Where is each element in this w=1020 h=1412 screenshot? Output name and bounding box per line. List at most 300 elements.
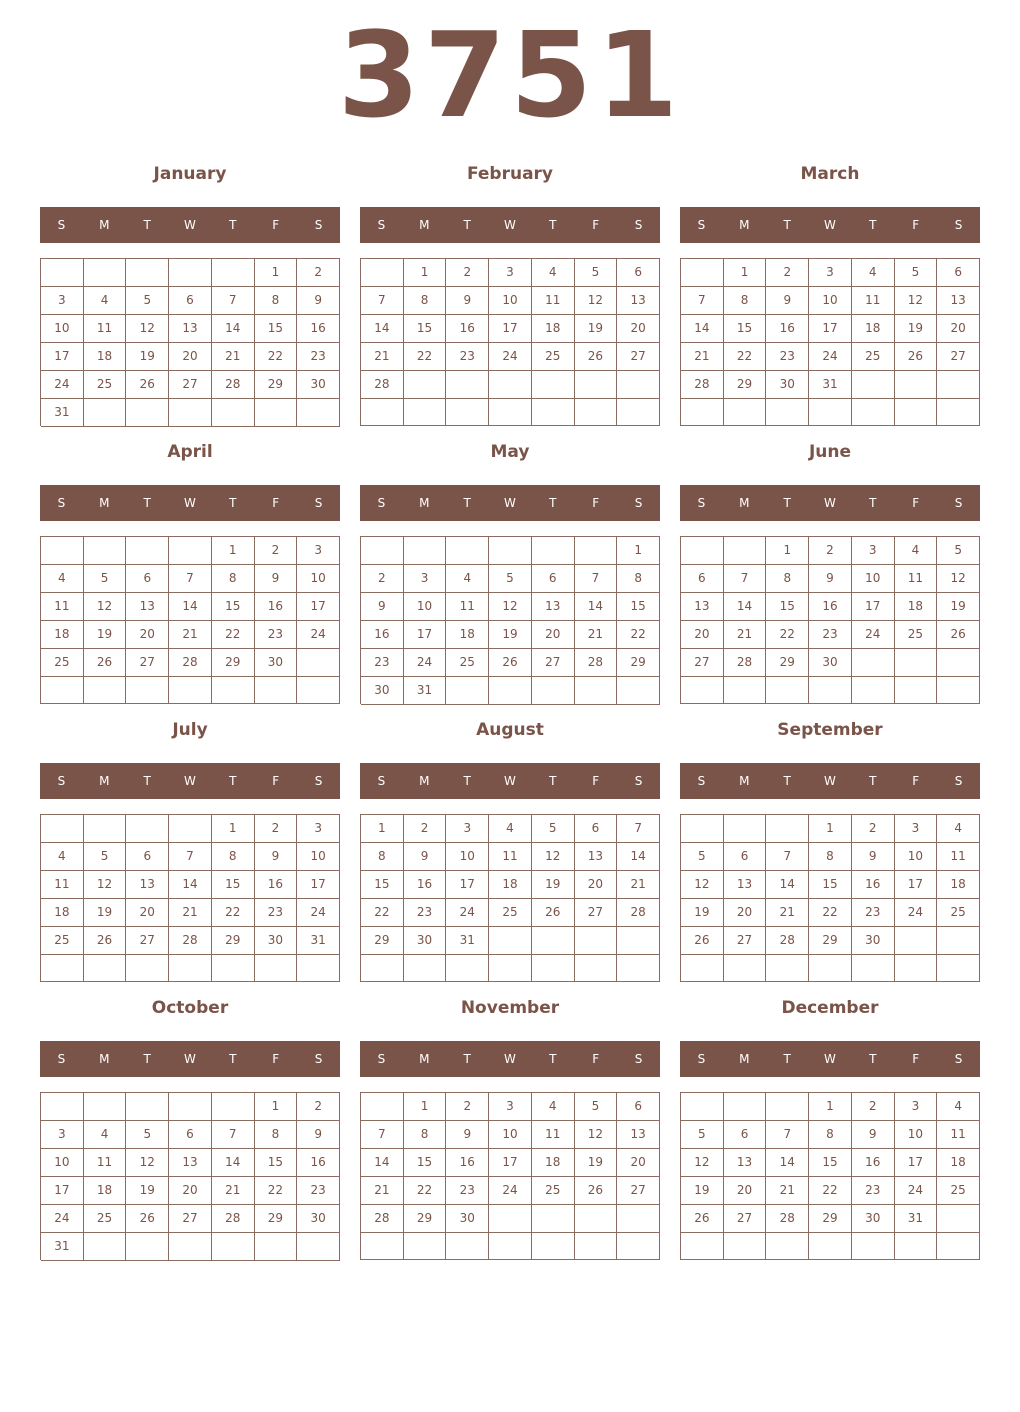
day-cell: 5 (681, 843, 724, 871)
day-cell: 20 (126, 899, 169, 927)
day-cell: 6 (724, 843, 767, 871)
day-grid (360, 536, 660, 704)
empty-day-cell (126, 677, 169, 704)
day-cell: 3 (297, 815, 340, 843)
day-cell: 23 (255, 899, 298, 927)
weekday-label: S (57, 496, 66, 510)
day-cell: 4 (852, 259, 895, 287)
weekday-label: S (697, 496, 706, 510)
day-cell: 8 (255, 287, 298, 315)
day-cell: 19 (681, 899, 724, 927)
day-cell: 18 (532, 315, 575, 343)
day-cell: 21 (575, 621, 618, 649)
day-cell: 19 (84, 899, 127, 927)
empty-day-cell (532, 399, 575, 426)
day-cell: 18 (446, 621, 489, 649)
empty-day-cell (126, 399, 169, 427)
day-cell: 10 (297, 565, 340, 593)
weekday-label: M (739, 1052, 750, 1066)
day-cell: 27 (169, 1205, 212, 1233)
day-cell: 11 (41, 593, 84, 621)
empty-day-cell (489, 677, 532, 705)
empty-day-cell (126, 1233, 169, 1261)
day-cell: 7 (575, 565, 618, 593)
day-cell: 4 (532, 259, 575, 287)
day-cell: 10 (446, 843, 489, 871)
day-cell: 4 (84, 287, 127, 315)
day-cell: 15 (404, 315, 447, 343)
day-cell: 25 (532, 1177, 575, 1205)
day-cell: 5 (126, 287, 169, 315)
day-cell: 16 (809, 593, 852, 621)
day-cell: 8 (404, 1121, 447, 1149)
weekday-label: M (739, 496, 750, 510)
empty-day-cell (937, 649, 980, 677)
weekday-header (40, 485, 340, 521)
day-cell: 17 (489, 1149, 532, 1177)
day-cell: 1 (255, 1093, 298, 1121)
day-cell: 5 (575, 1093, 618, 1121)
day-cell: 11 (532, 1121, 575, 1149)
day-cell: 25 (532, 343, 575, 371)
day-cell: 22 (255, 343, 298, 371)
empty-day-cell (126, 259, 169, 287)
day-cell: 8 (724, 287, 767, 315)
day-cell: 27 (681, 649, 724, 677)
weekday-label: M (99, 218, 110, 232)
day-cell: 11 (84, 315, 127, 343)
empty-day-cell (297, 1233, 340, 1261)
empty-day-cell (809, 1233, 852, 1260)
day-cell: 13 (724, 1149, 767, 1177)
day-cell: 5 (895, 259, 938, 287)
day-cell: 14 (169, 593, 212, 621)
day-cell: 28 (617, 899, 660, 927)
day-cell: 18 (895, 593, 938, 621)
month-name: April (167, 442, 213, 462)
empty-day-cell (404, 537, 447, 565)
weekday-label: S (57, 774, 66, 788)
day-cell: 25 (937, 1177, 980, 1205)
day-cell: 2 (766, 259, 809, 287)
weekday-label: W (504, 774, 516, 788)
day-cell: 23 (297, 343, 340, 371)
day-cell: 23 (766, 343, 809, 371)
day-cell: 4 (41, 843, 84, 871)
day-cell: 25 (84, 1205, 127, 1233)
day-cell: 9 (297, 1121, 340, 1149)
day-cell: 10 (895, 843, 938, 871)
weekday-label: T (229, 774, 237, 788)
day-cell: 7 (361, 1121, 404, 1149)
day-cell: 13 (169, 1149, 212, 1177)
day-cell: 17 (852, 593, 895, 621)
day-cell: 1 (766, 537, 809, 565)
empty-day-cell (852, 1233, 895, 1260)
weekday-label: S (697, 218, 706, 232)
day-cell: 9 (446, 287, 489, 315)
day-cell: 4 (937, 1093, 980, 1121)
empty-day-cell (446, 955, 489, 982)
day-cell: 22 (617, 621, 660, 649)
day-cell: 24 (489, 343, 532, 371)
day-cell: 2 (255, 815, 298, 843)
weekday-label: M (99, 496, 110, 510)
day-cell: 14 (766, 1149, 809, 1177)
day-cell: 10 (297, 843, 340, 871)
weekday-label: S (377, 1052, 386, 1066)
day-cell: 27 (724, 927, 767, 955)
day-cell: 6 (169, 287, 212, 315)
empty-day-cell (575, 1233, 618, 1260)
weekday-label: S (314, 1052, 323, 1066)
day-cell: 23 (404, 899, 447, 927)
day-cell: 1 (361, 815, 404, 843)
day-cell: 22 (255, 1177, 298, 1205)
day-cell: 22 (724, 343, 767, 371)
empty-day-cell (852, 677, 895, 704)
day-cell: 26 (575, 1177, 618, 1205)
day-cell: 27 (937, 343, 980, 371)
day-cell: 30 (255, 927, 298, 955)
day-cell: 24 (809, 343, 852, 371)
day-cell: 8 (404, 287, 447, 315)
day-cell: 28 (681, 371, 724, 399)
day-cell: 13 (126, 593, 169, 621)
empty-day-cell (169, 815, 212, 843)
day-cell: 17 (404, 621, 447, 649)
day-cell: 7 (766, 1121, 809, 1149)
day-cell: 3 (446, 815, 489, 843)
empty-day-cell (895, 927, 938, 955)
day-cell: 3 (852, 537, 895, 565)
day-cell: 21 (361, 1177, 404, 1205)
empty-day-cell (404, 955, 447, 982)
day-cell: 24 (297, 621, 340, 649)
day-cell: 29 (617, 649, 660, 677)
day-cell: 12 (895, 287, 938, 315)
day-cell: 10 (404, 593, 447, 621)
day-cell: 28 (575, 649, 618, 677)
day-cell: 27 (126, 649, 169, 677)
day-cell: 8 (255, 1121, 298, 1149)
day-cell: 15 (255, 1149, 298, 1177)
day-cell: 22 (809, 899, 852, 927)
day-cell: 7 (169, 565, 212, 593)
empty-day-cell (84, 815, 127, 843)
empty-day-cell (617, 677, 660, 705)
day-cell: 3 (41, 287, 84, 315)
day-cell: 10 (41, 1149, 84, 1177)
day-cell: 11 (489, 843, 532, 871)
weekday-label: F (912, 496, 920, 510)
empty-day-cell (361, 1093, 404, 1121)
day-cell: 14 (617, 843, 660, 871)
day-cell: 29 (766, 649, 809, 677)
day-cell: 25 (41, 649, 84, 677)
empty-day-cell (297, 677, 340, 704)
empty-day-cell (575, 927, 618, 955)
empty-day-cell (41, 1093, 84, 1121)
day-cell: 16 (852, 871, 895, 899)
day-cell: 1 (809, 1093, 852, 1121)
weekday-header (680, 207, 980, 243)
empty-day-cell (126, 537, 169, 565)
weekday-label: S (697, 774, 706, 788)
day-cell: 28 (361, 371, 404, 399)
empty-day-cell (766, 955, 809, 982)
empty-day-cell (724, 955, 767, 982)
day-cell: 28 (212, 1205, 255, 1233)
day-cell: 11 (937, 1121, 980, 1149)
month-name: August (476, 720, 544, 740)
day-cell: 31 (446, 927, 489, 955)
day-cell: 26 (126, 371, 169, 399)
day-cell: 15 (809, 1149, 852, 1177)
day-cell: 22 (809, 1177, 852, 1205)
day-cell: 28 (766, 927, 809, 955)
day-cell: 6 (126, 843, 169, 871)
day-cell: 19 (489, 621, 532, 649)
day-cell: 8 (617, 565, 660, 593)
weekday-label: S (634, 774, 643, 788)
day-cell: 6 (681, 565, 724, 593)
weekday-label: F (592, 496, 600, 510)
day-cell: 21 (766, 899, 809, 927)
day-cell: 12 (681, 1149, 724, 1177)
empty-day-cell (126, 955, 169, 982)
day-cell: 12 (575, 287, 618, 315)
day-cell: 7 (169, 843, 212, 871)
day-cell: 30 (404, 927, 447, 955)
weekday-label: F (592, 1052, 600, 1066)
day-cell: 14 (169, 871, 212, 899)
day-cell: 19 (575, 315, 618, 343)
empty-day-cell (937, 1233, 980, 1260)
weekday-label: T (783, 774, 791, 788)
day-cell: 9 (446, 1121, 489, 1149)
day-cell: 26 (681, 927, 724, 955)
day-cell: 29 (361, 927, 404, 955)
day-cell: 5 (84, 843, 127, 871)
day-cell: 1 (255, 259, 298, 287)
day-cell: 1 (809, 815, 852, 843)
day-cell: 9 (809, 565, 852, 593)
empty-day-cell (212, 677, 255, 704)
day-cell: 4 (489, 815, 532, 843)
day-cell: 29 (212, 649, 255, 677)
weekday-label: T (783, 496, 791, 510)
empty-day-cell (532, 1205, 575, 1233)
empty-day-cell (617, 371, 660, 399)
day-cell: 18 (41, 899, 84, 927)
day-cell: 13 (724, 871, 767, 899)
day-cell: 31 (41, 399, 84, 427)
day-cell: 20 (937, 315, 980, 343)
day-cell: 6 (575, 815, 618, 843)
empty-day-cell (84, 537, 127, 565)
empty-day-cell (895, 649, 938, 677)
day-cell: 9 (255, 565, 298, 593)
day-cell: 17 (297, 871, 340, 899)
day-cell: 2 (852, 815, 895, 843)
day-cell: 23 (852, 1177, 895, 1205)
day-cell: 13 (681, 593, 724, 621)
empty-day-cell (84, 259, 127, 287)
day-cell: 20 (169, 1177, 212, 1205)
empty-day-cell (255, 1233, 298, 1261)
day-cell: 19 (681, 1177, 724, 1205)
day-cell: 13 (617, 1121, 660, 1149)
empty-day-cell (724, 815, 767, 843)
empty-day-cell (446, 1233, 489, 1260)
weekday-header (680, 1041, 980, 1077)
day-cell: 17 (41, 1177, 84, 1205)
empty-day-cell (681, 537, 724, 565)
empty-day-cell (297, 649, 340, 677)
day-cell: 10 (41, 315, 84, 343)
day-cell: 17 (297, 593, 340, 621)
day-cell: 30 (297, 1205, 340, 1233)
day-cell: 19 (84, 621, 127, 649)
empty-day-cell (489, 399, 532, 426)
day-cell: 14 (681, 315, 724, 343)
day-cell: 6 (724, 1121, 767, 1149)
empty-day-cell (724, 677, 767, 704)
weekday-label: T (549, 774, 557, 788)
day-cell: 30 (446, 1205, 489, 1233)
day-cell: 17 (446, 871, 489, 899)
empty-day-cell (361, 259, 404, 287)
day-cell: 18 (84, 343, 127, 371)
day-cell: 24 (41, 1205, 84, 1233)
day-cell: 3 (41, 1121, 84, 1149)
empty-day-cell (84, 955, 127, 982)
empty-day-cell (809, 677, 852, 704)
day-cell: 24 (41, 371, 84, 399)
empty-day-cell (895, 677, 938, 704)
empty-day-cell (41, 677, 84, 704)
weekday-label: M (419, 1052, 430, 1066)
day-cell: 3 (895, 1093, 938, 1121)
day-grid (40, 258, 340, 426)
month-name: July (172, 720, 208, 740)
weekday-label: M (419, 774, 430, 788)
weekday-label: F (912, 1052, 920, 1066)
day-cell: 21 (617, 871, 660, 899)
day-cell: 3 (489, 259, 532, 287)
empty-day-cell (617, 1205, 660, 1233)
day-cell: 18 (852, 315, 895, 343)
weekday-label: S (314, 774, 323, 788)
empty-day-cell (169, 955, 212, 982)
empty-day-cell (212, 1093, 255, 1121)
empty-day-cell (724, 399, 767, 426)
day-cell: 8 (361, 843, 404, 871)
weekday-label: T (869, 1052, 877, 1066)
day-cell: 11 (895, 565, 938, 593)
day-cell: 13 (617, 287, 660, 315)
day-cell: 31 (809, 371, 852, 399)
day-cell: 19 (575, 1149, 618, 1177)
day-cell: 27 (575, 899, 618, 927)
day-cell: 7 (766, 843, 809, 871)
day-cell: 26 (681, 1205, 724, 1233)
weekday-label: S (57, 218, 66, 232)
empty-day-cell (575, 399, 618, 426)
day-cell: 16 (404, 871, 447, 899)
day-cell: 22 (404, 1177, 447, 1205)
empty-day-cell (617, 1233, 660, 1260)
day-cell: 10 (895, 1121, 938, 1149)
empty-day-cell (681, 815, 724, 843)
weekday-label: M (99, 1052, 110, 1066)
day-cell: 11 (446, 593, 489, 621)
weekday-header (40, 763, 340, 799)
day-cell: 2 (297, 1093, 340, 1121)
day-cell: 27 (126, 927, 169, 955)
day-cell: 20 (724, 1177, 767, 1205)
weekday-label: T (229, 1052, 237, 1066)
weekday-label: T (143, 218, 151, 232)
empty-day-cell (169, 537, 212, 565)
empty-day-cell (937, 399, 980, 426)
day-cell: 22 (212, 621, 255, 649)
day-cell: 23 (361, 649, 404, 677)
empty-day-cell (681, 955, 724, 982)
day-cell: 25 (41, 927, 84, 955)
day-cell: 25 (446, 649, 489, 677)
day-cell: 30 (852, 1205, 895, 1233)
month-name: October (151, 998, 229, 1018)
day-cell: 13 (575, 843, 618, 871)
empty-day-cell (681, 399, 724, 426)
empty-day-cell (169, 399, 212, 427)
day-cell: 4 (41, 565, 84, 593)
empty-day-cell (724, 1233, 767, 1260)
day-cell: 19 (532, 871, 575, 899)
day-cell: 7 (212, 287, 255, 315)
empty-day-cell (575, 371, 618, 399)
day-cell: 14 (575, 593, 618, 621)
day-cell: 16 (446, 315, 489, 343)
empty-day-cell (169, 1093, 212, 1121)
day-cell: 26 (489, 649, 532, 677)
day-cell: 27 (617, 1177, 660, 1205)
day-cell: 25 (489, 899, 532, 927)
empty-day-cell (724, 537, 767, 565)
empty-day-cell (255, 677, 298, 704)
day-cell: 2 (404, 815, 447, 843)
day-cell: 16 (297, 315, 340, 343)
day-cell: 18 (84, 1177, 127, 1205)
day-cell: 13 (937, 287, 980, 315)
day-cell: 3 (404, 565, 447, 593)
day-cell: 29 (255, 1205, 298, 1233)
day-cell: 25 (895, 621, 938, 649)
day-cell: 21 (681, 343, 724, 371)
day-cell: 30 (766, 371, 809, 399)
day-cell: 6 (532, 565, 575, 593)
day-cell: 15 (766, 593, 809, 621)
empty-day-cell (255, 955, 298, 982)
day-cell: 15 (809, 871, 852, 899)
empty-day-cell (575, 537, 618, 565)
day-cell: 29 (724, 371, 767, 399)
day-cell: 1 (724, 259, 767, 287)
day-cell: 20 (681, 621, 724, 649)
day-cell: 29 (212, 927, 255, 955)
